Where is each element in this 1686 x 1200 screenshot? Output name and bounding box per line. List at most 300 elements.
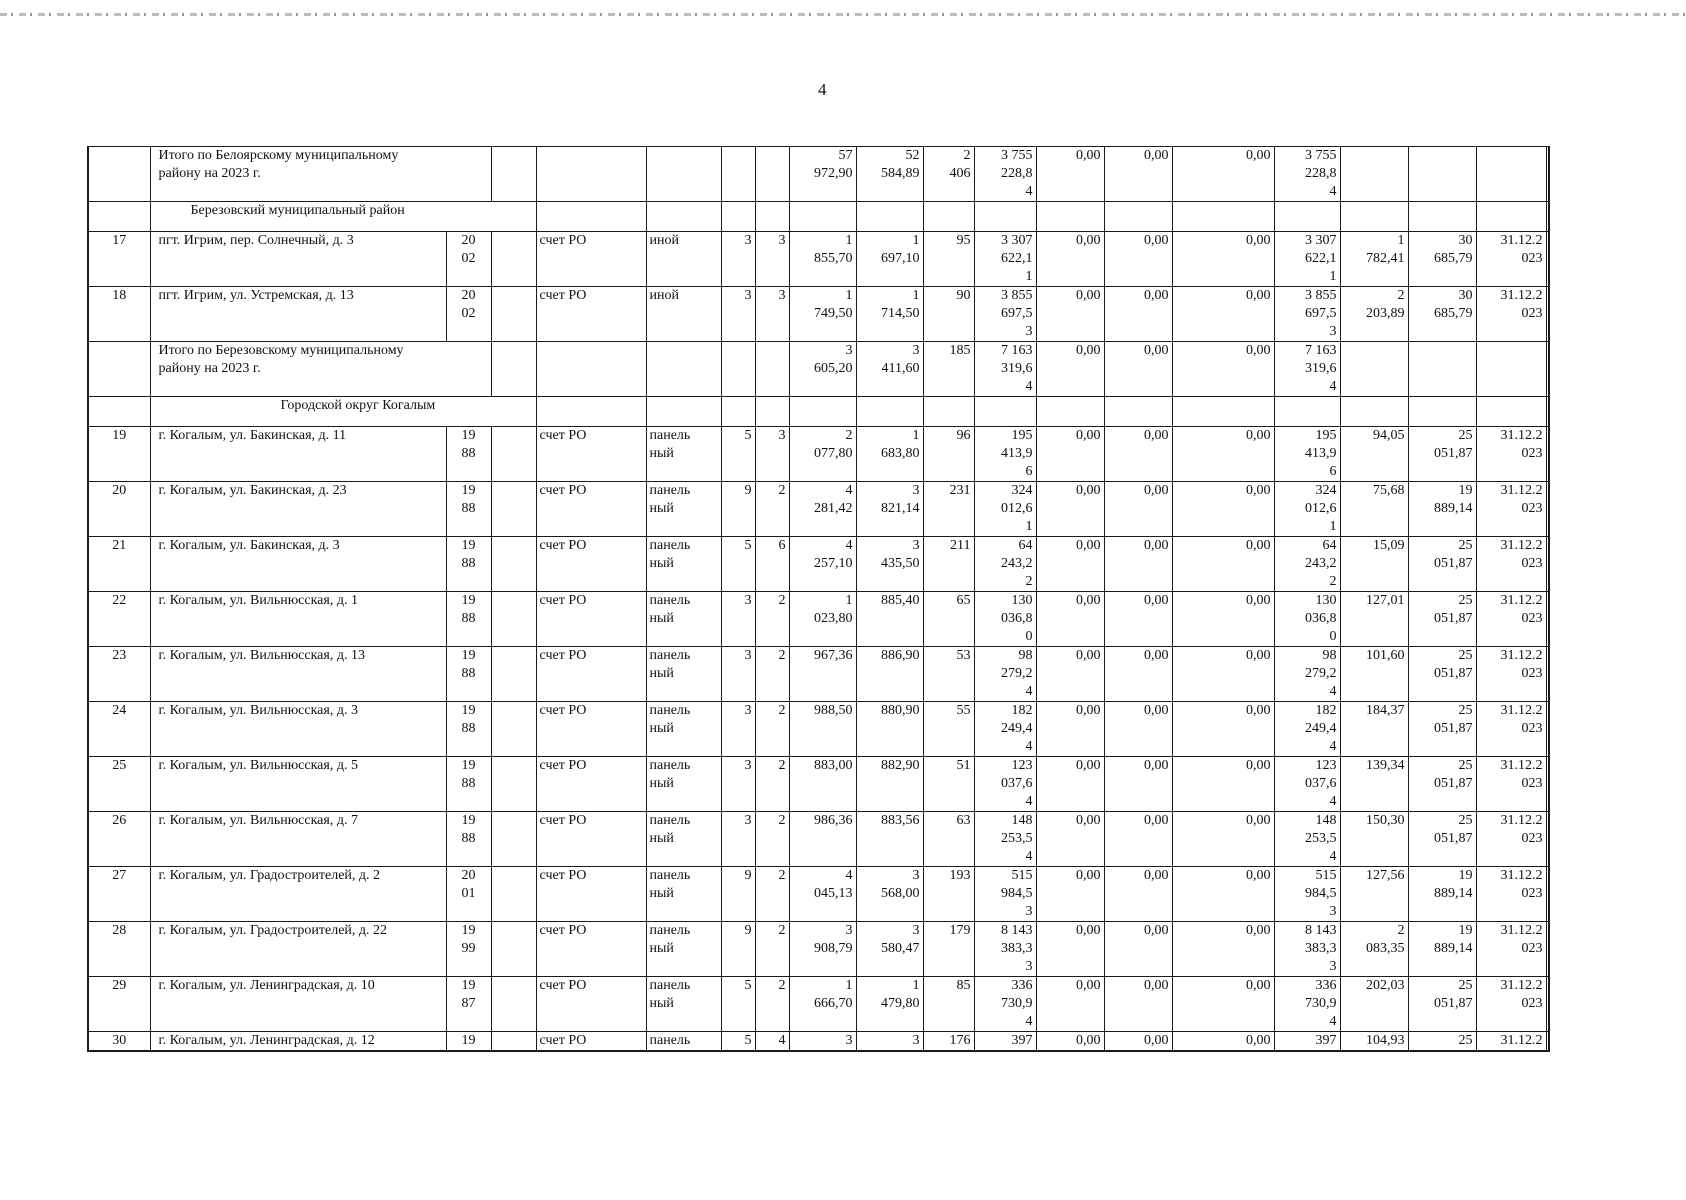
cell-row-number: 19 — [88, 427, 150, 482]
subtotal-label: Итого по Белоярскому муниципальному району на 2023 г. — [150, 147, 491, 202]
cell-floors: 5 — [721, 1032, 755, 1052]
cell-fund-local: 0,00 — [1172, 702, 1274, 757]
cell-fund-federal: 0,00 — [1036, 287, 1104, 342]
cell-fund-federal: 0,00 — [1036, 977, 1104, 1032]
empty-cell — [1546, 287, 1549, 342]
cell-fund-regional: 0,00 — [1104, 1032, 1172, 1052]
empty-cell — [856, 397, 923, 427]
cell-entrances: 2 — [755, 977, 789, 1032]
cell-wall-material: панель ный — [646, 812, 721, 867]
cell-living-area: 3 435,50 — [856, 537, 923, 592]
section-title: Березовский муниципальный район — [150, 202, 536, 232]
cell-living-area: 1 479,80 — [856, 977, 923, 1032]
empty-cell — [1546, 1032, 1549, 1052]
cell-wall-material: панель ный — [646, 592, 721, 647]
cell-wall-material: панель ный — [646, 922, 721, 977]
cell-entrances: 2 — [755, 647, 789, 702]
cell-total-cost: 3 307 622,1 1 — [974, 232, 1036, 287]
cell-fund-local: 0,00 — [1172, 867, 1274, 922]
table-row — [88, 232, 1549, 287]
empty-cell — [1546, 342, 1549, 397]
table-row — [88, 647, 1549, 702]
cell-fund-regional: 0,00 — [1104, 232, 1172, 287]
cell-address: г. Когалым, ул. Вильнюсская, д. 7 — [150, 812, 446, 867]
cell-address: г. Когалым, ул. Вильнюсская, д. 13 — [150, 647, 446, 702]
table-row — [88, 702, 1549, 757]
cell-fund-federal: 0,00 — [1036, 757, 1104, 812]
empty-cell — [1172, 202, 1274, 232]
cell-year-reconstructed — [491, 647, 536, 702]
empty-cell — [1036, 202, 1104, 232]
cell-fund-owners: 130 036,8 0 — [1274, 592, 1340, 647]
cell-wall-material: панель ный — [646, 702, 721, 757]
cell-deadline: 31.12.2 023 — [1476, 922, 1546, 977]
cell-max-cost — [1408, 147, 1476, 202]
cell-row-number: 28 — [88, 922, 150, 977]
empty-cell — [1546, 202, 1549, 232]
cell-total-area: 4 257,10 — [789, 537, 856, 592]
scan-edge-artifact — [0, 13, 1686, 16]
cell-fund-method: счет РО — [536, 287, 646, 342]
cell-total-area: 1 855,70 — [789, 232, 856, 287]
empty-cell — [1546, 812, 1549, 867]
cell-total-cost: 336 730,9 4 — [974, 977, 1036, 1032]
cell-fund-regional: 0,00 — [1104, 757, 1172, 812]
cell-fund-method: счет РО — [536, 702, 646, 757]
empty-cell — [1340, 202, 1408, 232]
cell-address: г. Когалым, ул. Градостроителей, д. 22 — [150, 922, 446, 977]
cell-fund-federal: 0,00 — [1036, 342, 1104, 397]
empty-cell — [721, 202, 755, 232]
cell-total-area: 2 077,80 — [789, 427, 856, 482]
cell-specific-cost: 1 782,41 — [1340, 232, 1408, 287]
cell-fund-local: 0,00 — [1172, 147, 1274, 202]
cell-floors: 3 — [721, 812, 755, 867]
cell-fund-method: счет РО — [536, 592, 646, 647]
cell-deadline: 31.12.2 023 — [1476, 537, 1546, 592]
empty-cell — [1476, 202, 1546, 232]
empty-cell — [1546, 427, 1549, 482]
cell-fund-local: 0,00 — [1172, 647, 1274, 702]
cell-entrances: 3 — [755, 287, 789, 342]
empty-cell — [789, 397, 856, 427]
cell-fund-federal: 0,00 — [1036, 647, 1104, 702]
cell-year-reconstructed — [491, 922, 536, 977]
empty-cell — [536, 147, 646, 202]
empty-cell — [1036, 397, 1104, 427]
cell-year-reconstructed — [491, 702, 536, 757]
cell-fund-regional: 0,00 — [1104, 592, 1172, 647]
table-row — [88, 427, 1549, 482]
cell-max-cost: 25 — [1408, 1032, 1476, 1052]
cell-fund-owners: 515 984,5 3 — [1274, 867, 1340, 922]
cell-address: г. Когалым, ул. Ленинградская, д. 10 — [150, 977, 446, 1032]
cell-total-cost: 182 249,4 4 — [974, 702, 1036, 757]
cell-residents: 185 — [923, 342, 974, 397]
cell-specific-cost: 202,03 — [1340, 977, 1408, 1032]
cell-address: г. Когалым, ул. Вильнюсская, д. 1 — [150, 592, 446, 647]
cell-fund-local: 0,00 — [1172, 977, 1274, 1032]
cell-address: пгт. Игрим, ул. Устремская, д. 13 — [150, 287, 446, 342]
cell-fund-owners: 7 163 319,6 4 — [1274, 342, 1340, 397]
empty-cell — [1408, 202, 1476, 232]
cell-fund-regional: 0,00 — [1104, 482, 1172, 537]
cell-specific-cost: 94,05 — [1340, 427, 1408, 482]
cell-max-cost: 19 889,14 — [1408, 482, 1476, 537]
cell-deadline: 31.12.2 023 — [1476, 702, 1546, 757]
empty-cell — [646, 147, 721, 202]
cell-living-area: 885,40 — [856, 592, 923, 647]
empty-cell — [88, 397, 150, 427]
cell-year-reconstructed — [491, 977, 536, 1032]
section-header-row — [88, 202, 1549, 232]
cell-total-cost: 130 036,8 0 — [974, 592, 1036, 647]
empty-cell — [1546, 482, 1549, 537]
table-row — [88, 482, 1549, 537]
empty-cell — [1546, 537, 1549, 592]
cell-residents: 51 — [923, 757, 974, 812]
cell-specific-cost: 184,37 — [1340, 702, 1408, 757]
cell-specific-cost — [1340, 147, 1408, 202]
empty-cell — [721, 397, 755, 427]
cell-row-number: 27 — [88, 867, 150, 922]
cell-year-built: 20 02 — [446, 287, 491, 342]
cell-total-cost: 148 253,5 4 — [974, 812, 1036, 867]
cell-specific-cost: 101,60 — [1340, 647, 1408, 702]
empty-cell — [1546, 757, 1549, 812]
cell-year-reconstructed — [491, 287, 536, 342]
cell-total-area: 988,50 — [789, 702, 856, 757]
cell-specific-cost: 15,09 — [1340, 537, 1408, 592]
cell-total-cost: 98 279,2 4 — [974, 647, 1036, 702]
cell-entrances: 6 — [755, 537, 789, 592]
cell-fund-regional: 0,00 — [1104, 702, 1172, 757]
cell-fund-federal: 0,00 — [1036, 482, 1104, 537]
cell-living-area: 3 580,47 — [856, 922, 923, 977]
cell-fund-regional: 0,00 — [1104, 647, 1172, 702]
empty-cell — [1546, 867, 1549, 922]
cell-row-number: 30 — [88, 1032, 150, 1052]
empty-cell — [755, 342, 789, 397]
cell-fund-owners: 195 413,9 6 — [1274, 427, 1340, 482]
empty-cell — [1340, 397, 1408, 427]
cell-row-number: 20 — [88, 482, 150, 537]
empty-cell — [923, 397, 974, 427]
cell-fund-method: счет РО — [536, 537, 646, 592]
cell-address: г. Когалым, ул. Градостроителей, д. 2 — [150, 867, 446, 922]
empty-cell — [1172, 397, 1274, 427]
cell-max-cost: 25 051,87 — [1408, 537, 1476, 592]
cell-residents: 55 — [923, 702, 974, 757]
cell-total-cost: 3 855 697,5 3 — [974, 287, 1036, 342]
cell-year-built: 19 88 — [446, 427, 491, 482]
cell-fund-owners: 182 249,4 4 — [1274, 702, 1340, 757]
cell-address: г. Когалым, ул. Бакинская, д. 3 — [150, 537, 446, 592]
cell-year-built: 19 — [446, 1032, 491, 1052]
cell-floors: 5 — [721, 427, 755, 482]
cell-fund-federal: 0,00 — [1036, 812, 1104, 867]
cell-living-area: 883,56 — [856, 812, 923, 867]
cell-row-number: 26 — [88, 812, 150, 867]
cell-row-number: 17 — [88, 232, 150, 287]
cell-residents: 193 — [923, 867, 974, 922]
empty-cell — [1408, 397, 1476, 427]
empty-cell — [1274, 397, 1340, 427]
cell-living-area: 880,90 — [856, 702, 923, 757]
cell-max-cost: 25 051,87 — [1408, 592, 1476, 647]
cell-wall-material: иной — [646, 232, 721, 287]
cell-fund-local: 0,00 — [1172, 1032, 1274, 1052]
cell-floors: 9 — [721, 482, 755, 537]
empty-cell — [88, 202, 150, 232]
cell-year-reconstructed — [491, 232, 536, 287]
cell-wall-material: панель ный — [646, 867, 721, 922]
cell-total-cost: 7 163 319,6 4 — [974, 342, 1036, 397]
cell-living-area: 886,90 — [856, 647, 923, 702]
cell-specific-cost: 2 083,35 — [1340, 922, 1408, 977]
cell-row-number: 21 — [88, 537, 150, 592]
cell-total-area: 4 281,42 — [789, 482, 856, 537]
cell-year-reconstructed — [491, 537, 536, 592]
section-title: Городской округ Когалым — [150, 397, 536, 427]
cell-residents: 85 — [923, 977, 974, 1032]
cell-living-area: 882,90 — [856, 757, 923, 812]
cell-row-number: 22 — [88, 592, 150, 647]
cell-floors: 9 — [721, 867, 755, 922]
cell-specific-cost: 104,93 — [1340, 1032, 1408, 1052]
cell-year-reconstructed — [491, 867, 536, 922]
cell-year-built: 19 87 — [446, 977, 491, 1032]
cell-row-number: 29 — [88, 977, 150, 1032]
cell-row-number: 24 — [88, 702, 150, 757]
cell-year-built: 19 88 — [446, 537, 491, 592]
empty-cell — [1546, 922, 1549, 977]
cell-total-cost: 515 984,5 3 — [974, 867, 1036, 922]
table-row — [88, 977, 1549, 1032]
cell-floors: 3 — [721, 232, 755, 287]
cell-entrances: 3 — [755, 232, 789, 287]
cell-deadline: 31.12.2 023 — [1476, 812, 1546, 867]
cell-fund-federal: 0,00 — [1036, 147, 1104, 202]
cell-address: г. Когалым, ул. Бакинская, д. 11 — [150, 427, 446, 482]
cell-fund-method: счет РО — [536, 1032, 646, 1052]
cell-fund-method: счет РО — [536, 757, 646, 812]
cell-fund-owners: 3 307 622,1 1 — [1274, 232, 1340, 287]
empty-cell — [856, 202, 923, 232]
cell-residents: 211 — [923, 537, 974, 592]
cell-max-cost: 30 685,79 — [1408, 287, 1476, 342]
cell-specific-cost: 127,56 — [1340, 867, 1408, 922]
cell-specific-cost: 2 203,89 — [1340, 287, 1408, 342]
cell-total-area: 3 605,20 — [789, 342, 856, 397]
table-row — [88, 867, 1549, 922]
cell-entrances: 4 — [755, 1032, 789, 1052]
cell-deadline: 31.12.2 023 — [1476, 592, 1546, 647]
cell-total-area: 967,36 — [789, 647, 856, 702]
cell-fund-federal: 0,00 — [1036, 1032, 1104, 1052]
empty-cell — [755, 202, 789, 232]
cell-total-cost: 397 — [974, 1032, 1036, 1052]
cell-living-area: 1 714,50 — [856, 287, 923, 342]
empty-cell — [536, 342, 646, 397]
cell-entrances: 2 — [755, 757, 789, 812]
cell-fund-local: 0,00 — [1172, 232, 1274, 287]
cell-floors: 5 — [721, 977, 755, 1032]
cell-fund-local: 0,00 — [1172, 537, 1274, 592]
cell-living-area: 3 568,00 — [856, 867, 923, 922]
cell-entrances: 2 — [755, 867, 789, 922]
cell-residents: 90 — [923, 287, 974, 342]
cell-fund-method: счет РО — [536, 867, 646, 922]
cell-fund-local: 0,00 — [1172, 592, 1274, 647]
cell-fund-local: 0,00 — [1172, 342, 1274, 397]
cell-year-built: 19 88 — [446, 812, 491, 867]
cell-total-area: 57 972,90 — [789, 147, 856, 202]
cell-fund-owners: 336 730,9 4 — [1274, 977, 1340, 1032]
cell-max-cost: 19 889,14 — [1408, 922, 1476, 977]
empty-cell — [1546, 977, 1549, 1032]
cell-fund-method: счет РО — [536, 647, 646, 702]
cell-fund-owners: 324 012,6 1 — [1274, 482, 1340, 537]
cell-row-number: 23 — [88, 647, 150, 702]
cell-residents: 179 — [923, 922, 974, 977]
cell-total-area: 1 666,70 — [789, 977, 856, 1032]
cell-fund-local: 0,00 — [1172, 812, 1274, 867]
cell-year-reconstructed — [491, 427, 536, 482]
cell-address: г. Когалым, ул. Бакинская, д. 23 — [150, 482, 446, 537]
section-header-row — [88, 397, 1549, 427]
cell-wall-material: панель ный — [646, 757, 721, 812]
cell-max-cost — [1408, 342, 1476, 397]
cell-fund-federal: 0,00 — [1036, 702, 1104, 757]
cell-fund-local: 0,00 — [1172, 427, 1274, 482]
cell-entrances: 2 — [755, 922, 789, 977]
cell-address: г. Когалым, ул. Вильнюсская, д. 5 — [150, 757, 446, 812]
cell-fund-federal: 0,00 — [1036, 427, 1104, 482]
cell-max-cost: 30 685,79 — [1408, 232, 1476, 287]
empty-cell — [1104, 397, 1172, 427]
cell-fund-owners: 148 253,5 4 — [1274, 812, 1340, 867]
cell-total-cost: 123 037,6 4 — [974, 757, 1036, 812]
cell-max-cost: 25 051,87 — [1408, 977, 1476, 1032]
cell-year-reconstructed — [491, 812, 536, 867]
cell-year-built: 19 88 — [446, 757, 491, 812]
cell-fund-regional: 0,00 — [1104, 427, 1172, 482]
cell-year-reconstructed — [491, 592, 536, 647]
cell-wall-material: панель ный — [646, 427, 721, 482]
cell-fund-method: счет РО — [536, 922, 646, 977]
cell-residents: 63 — [923, 812, 974, 867]
cell-specific-cost: 150,30 — [1340, 812, 1408, 867]
cell-total-area: 3 908,79 — [789, 922, 856, 977]
empty-cell — [1546, 232, 1549, 287]
cell-floors: 3 — [721, 592, 755, 647]
cell-living-area: 1 697,10 — [856, 232, 923, 287]
cell-deadline: 31.12.2 — [1476, 1032, 1546, 1052]
cell-fund-federal: 0,00 — [1036, 537, 1104, 592]
cell-total-cost: 64 243,2 2 — [974, 537, 1036, 592]
cell-floors: 3 — [721, 287, 755, 342]
cell-fund-regional: 0,00 — [1104, 977, 1172, 1032]
cell-fund-regional: 0,00 — [1104, 922, 1172, 977]
cell-max-cost: 25 051,87 — [1408, 427, 1476, 482]
cell-deadline: 31.12.2 023 — [1476, 977, 1546, 1032]
cell-year-built: 19 88 — [446, 647, 491, 702]
cell-year-reconstructed — [491, 482, 536, 537]
empty-cell — [646, 342, 721, 397]
cell-fund-owners: 8 143 383,3 3 — [1274, 922, 1340, 977]
cell-wall-material: панель ный — [646, 537, 721, 592]
cell-year-built: 20 02 — [446, 232, 491, 287]
empty-cell — [646, 202, 721, 232]
cell-wall-material: панель — [646, 1032, 721, 1052]
empty-cell — [1546, 702, 1549, 757]
cell-residents: 231 — [923, 482, 974, 537]
cell-fund-regional: 0,00 — [1104, 867, 1172, 922]
cell-specific-cost: 127,01 — [1340, 592, 1408, 647]
cell-deadline: 31.12.2 023 — [1476, 287, 1546, 342]
cell-fund-method: счет РО — [536, 977, 646, 1032]
cell-fund-owners: 397 — [1274, 1032, 1340, 1052]
table-row — [88, 592, 1549, 647]
empty-cell — [721, 342, 755, 397]
empty-cell — [88, 342, 150, 397]
cell-total-area: 883,00 — [789, 757, 856, 812]
empty-cell — [755, 147, 789, 202]
cell-fund-method: счет РО — [536, 427, 646, 482]
subtotal-label: Итого по Березовскому муниципальному району на 2023 г. — [150, 342, 491, 397]
cell-year-built: 20 01 — [446, 867, 491, 922]
cell-fund-local: 0,00 — [1172, 922, 1274, 977]
empty-cell — [974, 202, 1036, 232]
cell-residents: 2 406 — [923, 147, 974, 202]
empty-cell — [536, 202, 646, 232]
empty-cell — [536, 397, 646, 427]
empty-cell — [789, 202, 856, 232]
subtotal-row — [88, 342, 1549, 397]
empty-cell — [755, 397, 789, 427]
cell-max-cost: 25 051,87 — [1408, 647, 1476, 702]
cell-total-area: 4 045,13 — [789, 867, 856, 922]
cell-row-number: 18 — [88, 287, 150, 342]
cell-row-number: 25 — [88, 757, 150, 812]
empty-cell — [1546, 592, 1549, 647]
empty-cell — [1546, 647, 1549, 702]
subtotal-row — [88, 147, 1549, 202]
cell-fund-method: счет РО — [536, 232, 646, 287]
table-row — [88, 1032, 1549, 1052]
cell-fund-method: счет РО — [536, 482, 646, 537]
cell-residents: 176 — [923, 1032, 974, 1052]
cell-deadline: 31.12.2 023 — [1476, 757, 1546, 812]
empty-cell — [491, 147, 536, 202]
cell-total-area: 1 023,80 — [789, 592, 856, 647]
cell-total-cost: 3 755 228,8 4 — [974, 147, 1036, 202]
cell-max-cost: 19 889,14 — [1408, 867, 1476, 922]
cell-year-built: 19 99 — [446, 922, 491, 977]
cell-living-area: 3 — [856, 1032, 923, 1052]
empty-cell — [1546, 147, 1549, 202]
cell-wall-material: панель ный — [646, 647, 721, 702]
empty-cell — [1546, 397, 1549, 427]
cell-fund-federal: 0,00 — [1036, 232, 1104, 287]
empty-cell — [1476, 397, 1546, 427]
empty-cell — [1104, 202, 1172, 232]
cell-residents: 53 — [923, 647, 974, 702]
empty-cell — [646, 397, 721, 427]
cell-address: г. Когалым, ул. Ленинградская, д. 12 — [150, 1032, 446, 1052]
cell-wall-material: панель ный — [646, 482, 721, 537]
